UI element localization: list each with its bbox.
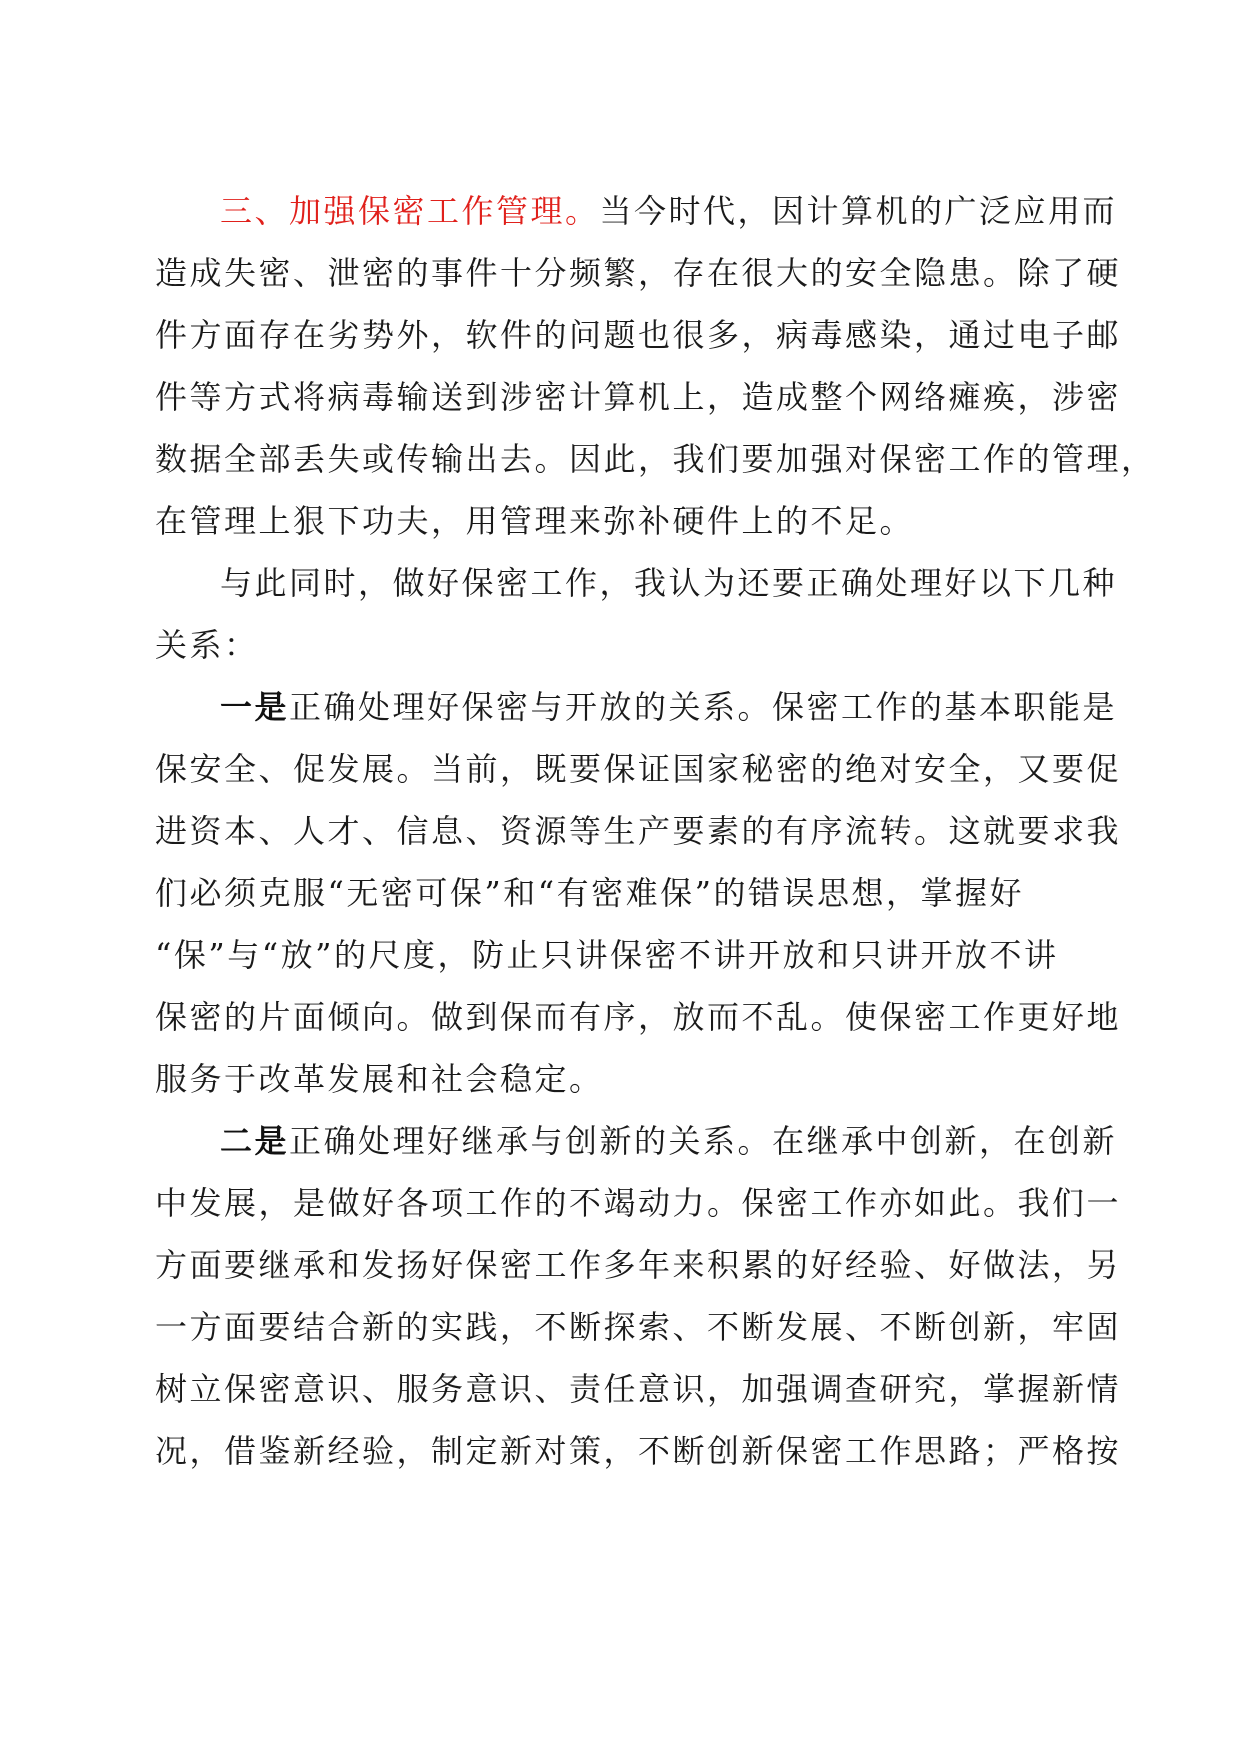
paragraph-text: 正确处理好继承与创新的关系。在继承中创新，在创新 (289, 1122, 1118, 1160)
paragraph-line: 数据全部丢失或传输出去。因此，我们要加强对保密工作的管理， (155, 440, 1156, 478)
paragraph-line: 件方面存在劣势外，软件的问题也很多，病毒感染，通过电子邮 (155, 316, 1122, 354)
paragraph-line: “保”与“放”的尺度，防止只讲保密不讲开放和只讲开放不讲 (155, 936, 1059, 974)
paragraph-line: 关系： (155, 626, 259, 664)
paragraph-line (155, 180, 1118, 242)
paragraph-line: 与此同时，做好保密工作，我认为还要正确处理好以下几种 (220, 564, 1118, 602)
paragraph-line: 树立保密意识、服务意识、责任意识，加强调查研究，掌握新情 (155, 1370, 1122, 1408)
paragraph-line: 保安全、促发展。当前，既要保证国家秘密的绝对安全，又要促 (155, 750, 1122, 788)
paragraph-lead: 一是 (220, 688, 290, 726)
paragraph-line: 们必须克服“无密可保”和“有密难保”的错误思想，掌握好 (155, 874, 1024, 912)
paragraph-line: 况，借鉴新经验，制定新对策，不断创新保密工作思路；严格按 (155, 1432, 1122, 1470)
paragraph-line: 进资本、人才、信息、资源等生产要素的有序流转。这就要求我 (155, 812, 1122, 850)
paragraph-line: 保密的片面倾向。做到保而有序，放而不乱。使保密工作更好地 (155, 998, 1122, 1036)
paragraph-text: 正确处理好保密与开放的关系。保密工作的基本职能是 (289, 688, 1118, 726)
section-heading: 三、加强保密工作管理。 (220, 192, 600, 230)
paragraph-line: 造成失密、泄密的事件十分频繁，存在很大的安全隐患。除了硬 (155, 254, 1122, 292)
paragraph-line (155, 676, 1118, 738)
paragraph-line (155, 1110, 1118, 1172)
paragraph-line: 一方面要结合新的实践，不断探索、不断发展、不断创新，牢固 (155, 1308, 1122, 1346)
paragraph-text: 当今时代，因计算机的广泛应用而 (599, 192, 1118, 230)
paragraph-line: 在管理上狠下功夫，用管理来弥补硬件上的不足。 (155, 502, 915, 540)
paragraph-line: 中发展，是做好各项工作的不竭动力。保密工作亦如此。我们一 (155, 1184, 1122, 1222)
paragraph-line: 服务于改革发展和社会稳定。 (155, 1060, 604, 1098)
paragraph-line: 方面要继承和发扬好保密工作多年来积累的好经验、好做法，另 (155, 1246, 1122, 1284)
paragraph-line: 件等方式将病毒输送到涉密计算机上，造成整个网络瘫痪，涉密 (155, 378, 1122, 416)
paragraph-lead: 二是 (220, 1122, 290, 1160)
document-body (155, 180, 1156, 1482)
